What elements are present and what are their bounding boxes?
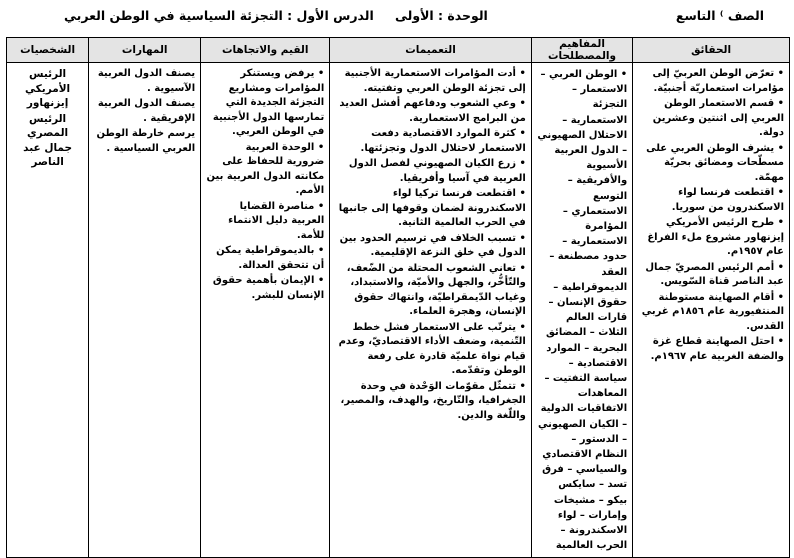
list-item: • بالديموقراطية يمكن أن تتحقق العدالة. — [206, 244, 324, 273]
list-item: • احتل الصهاينة قطاع غزة والضفة الغربية عام ١٩٦٧م. — [638, 335, 784, 364]
list-item: يصنف الدول العربية الإفريقية . — [97, 98, 196, 124]
list-item: • طرح الرئيس الأمريكي إيزنهاور مشروع ملء الفراغ عام ١٩٥٧م. — [638, 216, 784, 260]
generalizations-list — [335, 67, 526, 423]
list-item: • وعي الشعوب ودفاعهم أفشل العديد من البرامج الاستعمارية. — [335, 97, 526, 126]
list-item: • تسبب الخلاف في ترسيم الحدود بين الدول في خلق النزعة الإقليمية. — [335, 232, 526, 261]
values-list — [206, 67, 324, 303]
facts-cell — [633, 63, 790, 558]
concepts-list — [537, 67, 627, 554]
list-item: • تتمثّل مقوّمات الوَحْدة في وحدة الجغرافيا، والتّاريخ، والهدف، والمصير، واللّغة والدين. — [335, 380, 526, 424]
generalizations-cell — [330, 63, 532, 558]
list-item: • تعاني الشعوب المحتلة من الضّعف، والتّأخُّر، والجهل والأميّة، والاستبداد، وغياب الدّيمقراطيّة، وانتهاك حقوق الإنسان، وهجرة العلماء. — [335, 262, 526, 320]
class-label: الصف ⁾ التاسع — [675, 8, 764, 23]
list-item: • مناصرة القضايا العربية دليل الانتماء للأمة. — [206, 200, 324, 244]
list-item: • قسم الاستعمار الوطن العربي إلى اثنتين وعشرين دولة. — [638, 97, 784, 141]
column-header-generalizations: التعميمات — [330, 38, 532, 63]
table-header-row — [7, 38, 790, 63]
skills-list — [94, 67, 195, 156]
values-cell — [201, 63, 330, 558]
column-header-facts: الحقائق — [633, 38, 790, 63]
list-item: • يشرف الوطن العربي على مسطّحات ومضائق بحريّة مهمّة. — [638, 142, 784, 186]
table-row — [7, 63, 790, 558]
list-item: • تعرّض الوطن العربيّ إلى مؤامرات استعماريّة أجنبيّة. — [638, 67, 784, 96]
list-item: يصنف الدول العربية الآسيوية . — [97, 68, 196, 94]
list-item: • الإيمان بأهمية حقوق الإنسان للبشر. — [206, 274, 324, 303]
list-item: • أقام الصهاينة مستوطنة المنتفيورية عام ١٨٥٦م غربي القدس. — [638, 291, 784, 335]
lesson-title: الدرس الأول : التجزئة السياسية في الوطن العربي — [64, 8, 374, 23]
list-item: • اقتطعت فرنسا لواء الاسكندرون من سوريا. — [638, 186, 784, 215]
page-header — [0, 0, 794, 34]
list-item: الرئيس الأمريكي إيزنهاور — [25, 68, 71, 109]
personalities-cell — [7, 63, 89, 558]
list-item: • كثرة الموارد الاقتصادية دفعت الاستعمار لاحتلال الدول وتجزئتها. — [335, 127, 526, 156]
personalities-list — [12, 67, 83, 170]
list-item: الرئيس المصري جمال عبد الناصر — [23, 112, 73, 168]
list-item: يرسم خارطة الوطن العربي السياسية . — [96, 128, 196, 154]
facts-list — [638, 67, 784, 364]
list-item: • أمم الرئيس المصريّ جمال عبد الناصر قناة السّويس. — [638, 261, 784, 290]
lesson-table — [6, 37, 790, 558]
list-item: • الوطن العربي – الاستعمار – التجزئة الاستعمارية – الاحتلال الصهيوني – الدول العربية الأسيوية والأفريقية – التوسع الاستعماري – المؤامرة الاستعمارية – حدود مصطنعة – العقد الديموقراطية – حقوق الإنسان – قارات العالم الثلاث – المضائق البحرية – الموارد الاقتصادية – سياسة التفتيت – المعاهدات الاتفاقيات الدولية – الكيان الصهيوني – الدستور – النظام الاقتصادي والسياسي – فرق تسد – سايكس بيكو – مشيخات وإمارات – لواء الاسكندرونة – الحرب العالمية — [537, 67, 627, 554]
column-header-skills: المهارات — [89, 38, 201, 63]
skills-cell — [89, 63, 201, 558]
column-header-values: القيم والاتجاهات — [201, 38, 330, 63]
list-item: • اقتطعت فرنسا تركيا لواء الاسكندرونة لضمان وقوفها إلى جانبها في الحرب العالمية الثانية. — [335, 187, 526, 231]
column-header-concepts: المفاهيم والمصطلحات — [531, 38, 632, 63]
list-item: • أدت المؤامرات الاستعمارية الأجنبية إلى تجزئة الوطن العربي وتفتيته. — [335, 67, 526, 96]
list-item: • يرفض ويستنكر المؤامرات ومشاريع التجزئة الجديدة التي تمارسها الدول الأجنبية في الوطن العربي. — [206, 67, 324, 140]
unit-label: الوحدة : الأولى — [395, 8, 488, 23]
list-item: • الوحدة العربية ضرورية للحفاظ على مكانته الدول العربية بين الأمم. — [206, 141, 324, 199]
concepts-cell — [531, 63, 632, 558]
list-item: • يترتّب على الاستعمار فشل خطط التّنمية، وضعف الأداء الاقتصاديّ، وعدم قيام نواة علميّة قادرة على رفعة الوطن وتقدّمه. — [335, 321, 526, 379]
list-item: • زرع الكيان الصهيوني لفصل الدول العربية في آسيا وأفريقيا. — [335, 157, 526, 186]
column-header-personalities: الشخصيات — [7, 38, 89, 63]
